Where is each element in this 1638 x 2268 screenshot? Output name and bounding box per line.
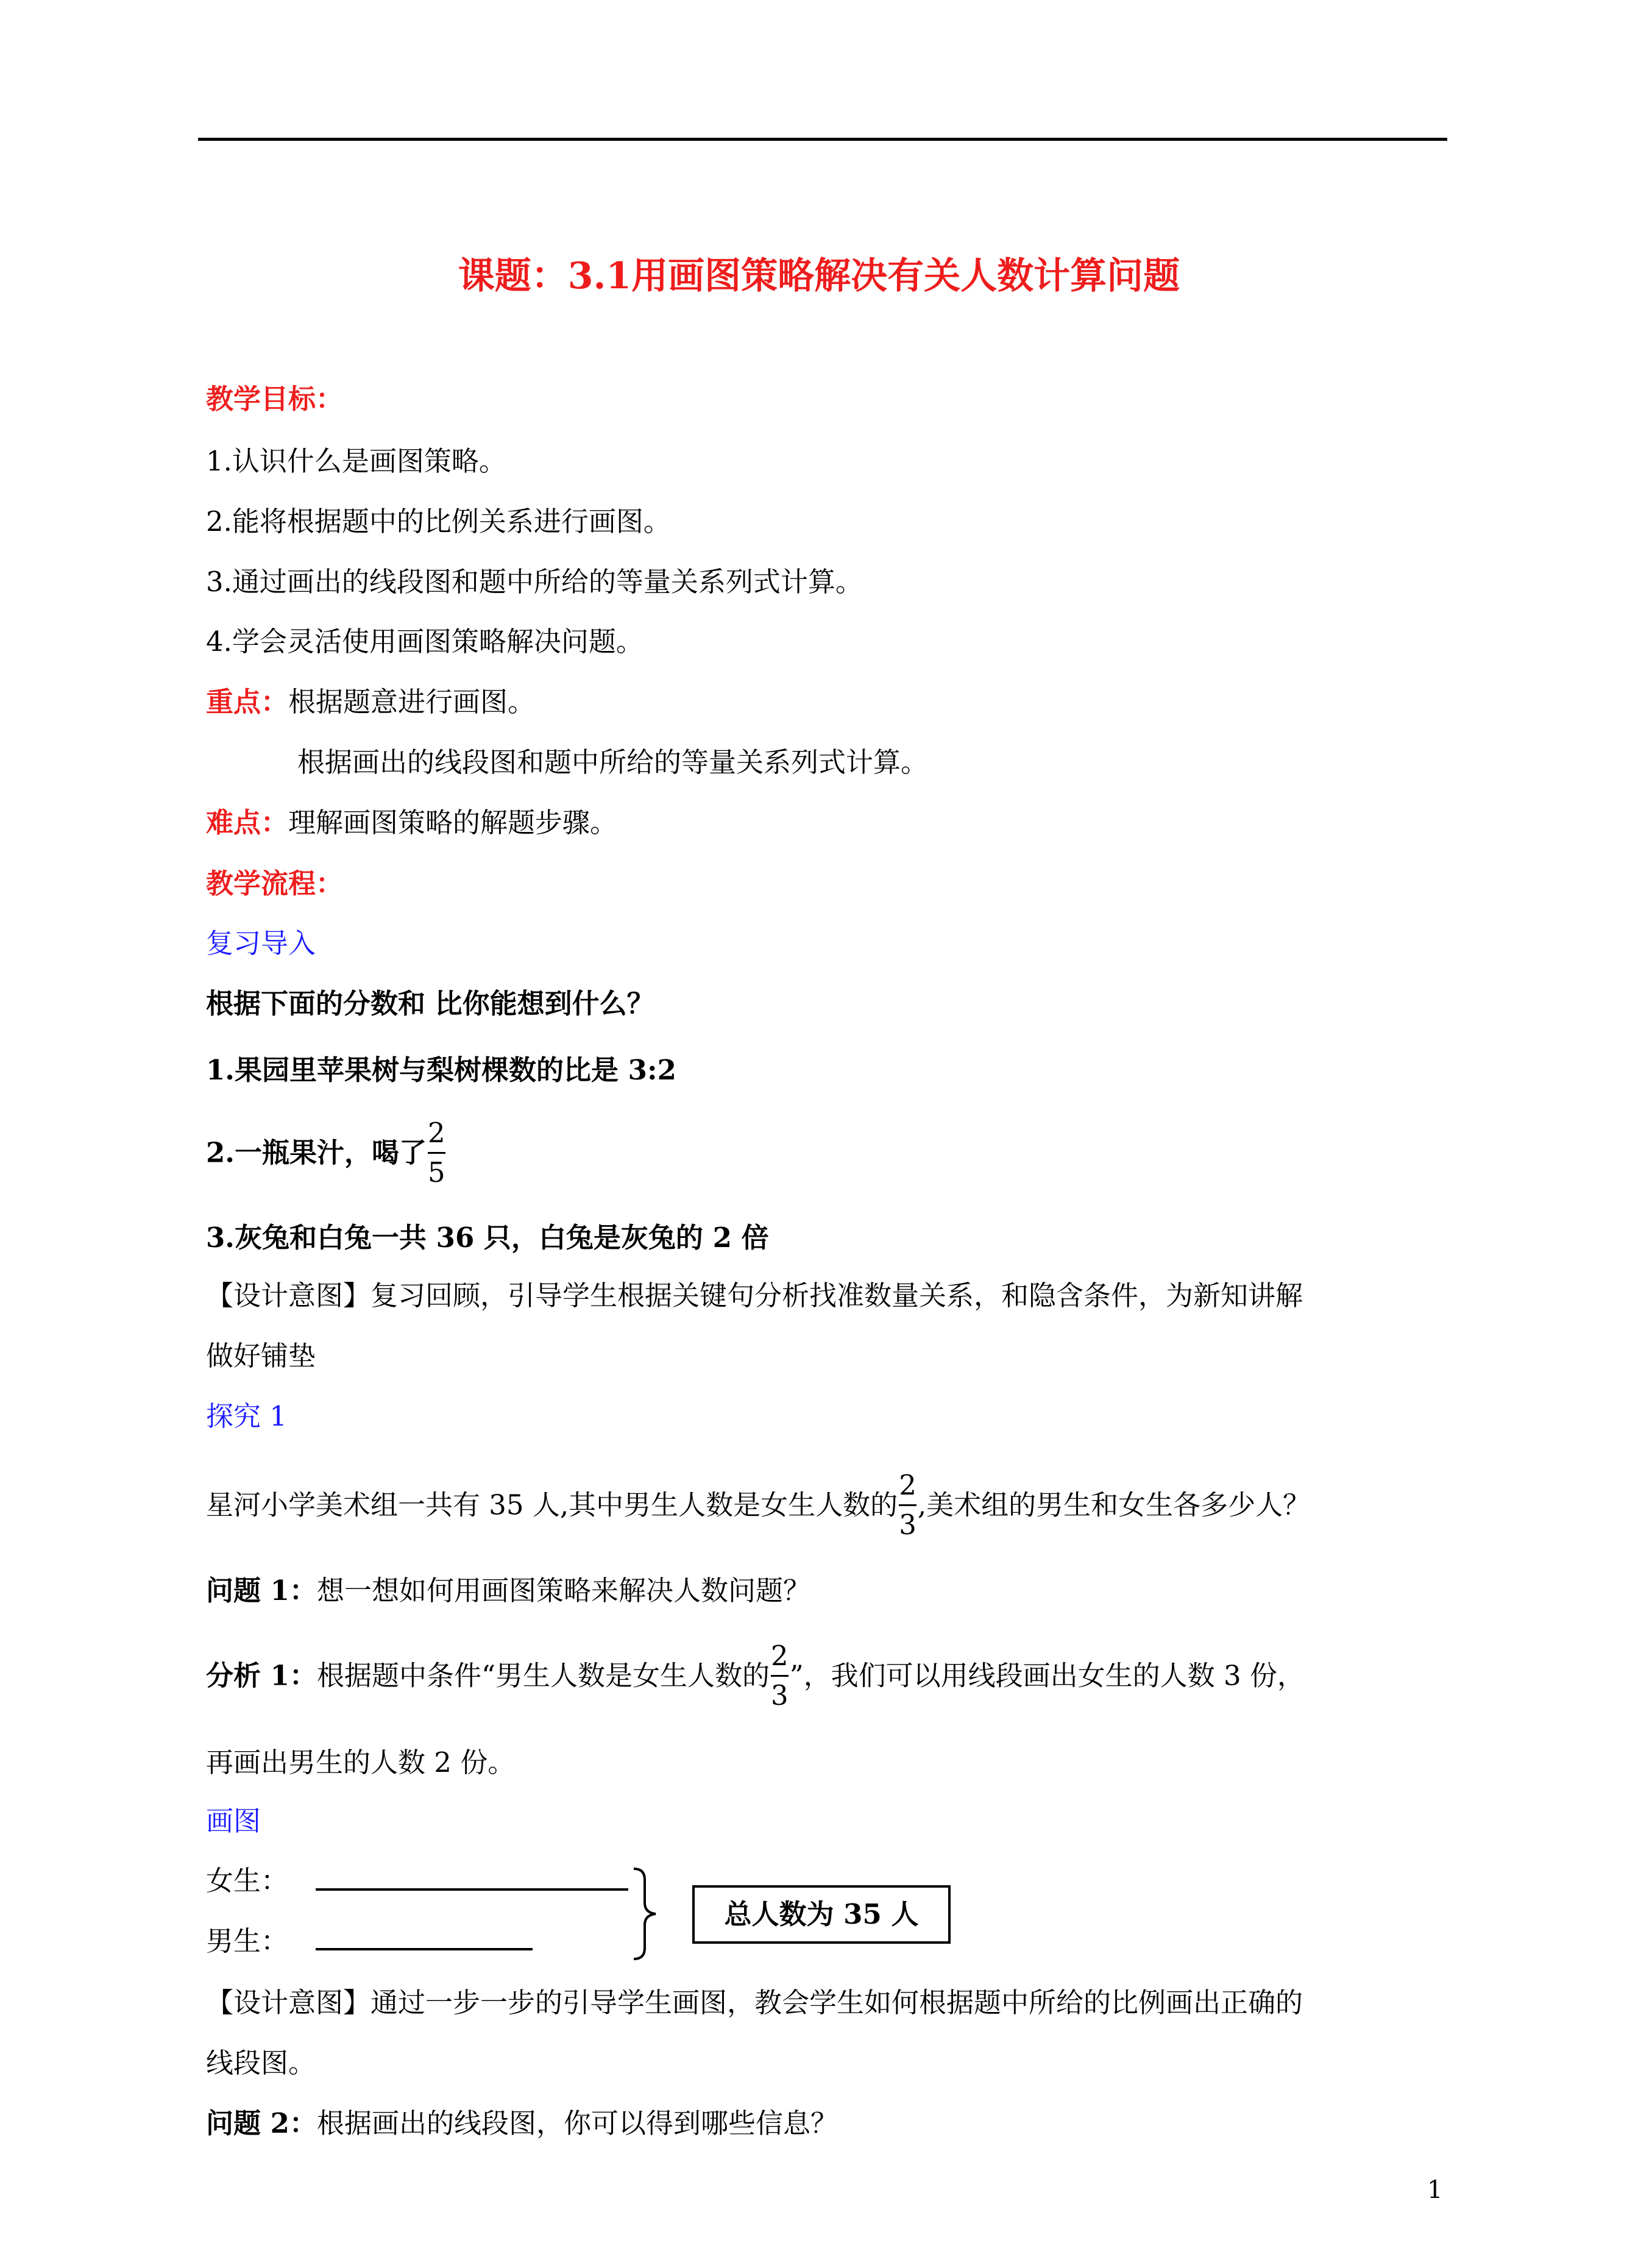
fraction-bar <box>771 1675 789 1677</box>
key-points-text-1: 根据题意进行画图。 <box>288 686 536 718</box>
review-item-3: 3.灰兔和白兔一共 36 只，白兔是灰兔的 2 倍 <box>206 1221 769 1254</box>
objective-item-1: 1.认识什么是画图策略。 <box>206 445 506 477</box>
design-intent-2-line-1: 【设计意图】通过一步一步的引导学生画图，教会学生如何根据题中所给的比例画出正确的 <box>206 1986 1303 2019</box>
key-points-line-1 <box>206 684 535 720</box>
design-intent-1-line-2: 做好铺垫 <box>206 1340 316 1372</box>
fraction-denominator: 3 <box>899 1509 916 1541</box>
header-rule <box>198 138 1447 141</box>
girls-segment <box>316 1888 628 1891</box>
difficulty-text: 理解画图策略的解题步骤。 <box>288 806 618 839</box>
explore-problem-after: ,美术组的男生和女生各多少人？ <box>917 1488 1311 1521</box>
page-number: 1 <box>1427 2176 1443 2204</box>
analysis-1-line-1 <box>206 1638 1305 1713</box>
fraction-numerator: 2 <box>771 1640 789 1672</box>
design-intent-1-line-1: 【设计意图】复习回顾，引导学生根据关键句分析找准数量关系，和隐含条件，为新知讲解 <box>206 1279 1303 1312</box>
fraction-denominator: 5 <box>427 1156 445 1189</box>
drawing-heading: 画图 <box>206 1805 261 1837</box>
fraction-numerator: 2 <box>427 1117 445 1149</box>
review-heading: 复习导入 <box>206 927 316 959</box>
question-1 <box>206 1573 810 1609</box>
fraction-bar <box>899 1504 916 1506</box>
fraction-numerator: 2 <box>899 1469 916 1501</box>
question-1-text: 想一想如何用画图策略来解决人数问题？ <box>316 1574 810 1607</box>
review-item-2 <box>206 1115 447 1190</box>
analysis-1-label: 分析 1： <box>206 1659 317 1692</box>
review-item-2-text: 2.一瓶果汁，喝了 <box>206 1136 427 1169</box>
analysis-1-after: ”，我们可以用线段画出女生的人数 3 份， <box>789 1659 1305 1692</box>
objective-item-3: 3.通过画出的线段图和题中所给的等量关系列式计算。 <box>206 566 863 598</box>
key-points-text-2: 根据画出的线段图和题中所给的等量关系列式计算。 <box>297 746 929 778</box>
flow-heading: 教学流程： <box>206 867 344 900</box>
explore-heading: 探究 1 <box>206 1400 287 1432</box>
fraction-two-thirds <box>771 1638 789 1713</box>
question-1-label: 问题 1： <box>206 1574 317 1607</box>
analysis-1-before: 根据题中条件“男生人数是女生人数的 <box>316 1659 770 1692</box>
total-box: 总人数为 35 人 <box>692 1885 951 1944</box>
objective-item-2: 2.能将根据题中的比例关系进行画图。 <box>206 505 671 538</box>
key-points-label: 重点： <box>206 686 289 718</box>
explore-problem-before: 星河小学美术组一共有 35 人,其中男生人数是女生人数的 <box>206 1488 898 1521</box>
fraction-denominator: 3 <box>771 1679 789 1712</box>
fraction-bar <box>428 1152 445 1154</box>
difficulty-line <box>206 805 617 841</box>
question-2 <box>206 2105 838 2142</box>
objectives-heading: 教学目标： <box>206 383 344 415</box>
objective-item-4: 4.学会灵活使用画图策略解决问题。 <box>206 625 644 658</box>
brace-icon <box>629 1865 665 1963</box>
fraction-two-fifths <box>428 1115 445 1190</box>
fraction-two-thirds <box>899 1468 916 1543</box>
analysis-1-line-2: 再画出男生的人数 2 份。 <box>206 1746 516 1779</box>
difficulty-label: 难点： <box>206 806 289 839</box>
page-title: 课题：3.1用画图策略解决有关人数计算问题 <box>458 255 1180 297</box>
question-2-text: 根据画出的线段图，你可以得到哪些信息？ <box>316 2107 838 2139</box>
question-2-label: 问题 2： <box>206 2107 317 2139</box>
boys-segment <box>316 1948 533 1950</box>
review-item-1: 1.果园里苹果树与梨树棵数的比是 3:2 <box>206 1054 676 1086</box>
boys-label: 男生： <box>206 1925 289 1957</box>
explore-problem <box>206 1468 1310 1543</box>
girls-label: 女生： <box>206 1865 289 1897</box>
design-intent-2-line-2: 线段图。 <box>206 2047 316 2079</box>
review-question: 根据下面的分数和 比你能想到什么？ <box>206 987 654 1020</box>
